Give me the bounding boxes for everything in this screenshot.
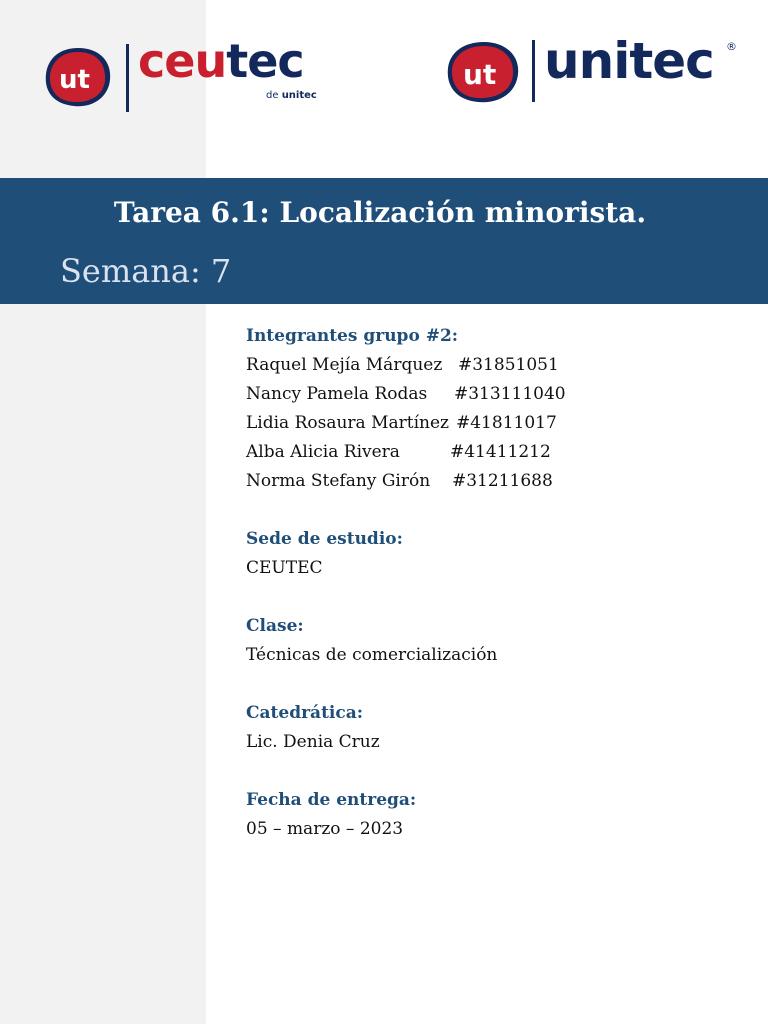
member-row [246,409,746,438]
member-row [246,438,746,467]
document-title: Tarea 6.1: Localización minorista. [113,196,647,229]
member-id: #41411212 [450,442,551,462]
sede-heading: Sede de estudio: [246,529,403,549]
logo-divider [532,40,535,102]
cover-details [246,322,746,844]
registered-mark: ® [726,40,737,53]
week-label: Semana: 7 [60,252,232,290]
left-gray-strip [0,0,206,1024]
member-name: Alba Alicia Rivera [246,442,400,462]
member-row [246,467,746,496]
member-id: #313111040 [454,384,566,404]
ut-badge-icon [444,38,522,106]
title-banner [0,178,768,304]
ceutec-subtitle: de unitec [266,90,317,101]
clase-value: Técnicas de comercialización [246,645,498,665]
unitec-logo [444,32,744,106]
logo-divider [126,44,129,112]
ceutec-wordmark: ceutec [138,34,304,88]
sede-value: CEUTEC [246,558,323,578]
svg-text:ut: ut [59,65,90,95]
ceutec-logo [42,34,332,114]
member-row [246,351,746,380]
member-row [246,380,746,409]
ut-badge-icon [42,44,114,110]
clase-heading: Clase: [246,616,304,636]
catedratica-heading: Catedrática: [246,703,364,723]
member-name: Lidia Rosaura Martínez [246,413,449,433]
unitec-wordmark: unitec [544,32,714,90]
fecha-value: 05 – marzo – 2023 [246,819,404,839]
member-id: #31211688 [452,471,553,491]
member-name: Nancy Pamela Rodas [246,384,428,404]
members-heading: Integrantes grupo #2: [246,326,459,346]
member-id: #41811017 [456,413,557,433]
fecha-heading: Fecha de entrega: [246,790,417,810]
member-name: Norma Stefany Girón [246,471,431,491]
member-id: #31851051 [458,355,559,375]
catedratica-value: Lic. Denia Cruz [246,732,380,752]
svg-text:ut: ut [463,58,497,91]
member-name: Raquel Mejía Márquez [246,355,443,375]
